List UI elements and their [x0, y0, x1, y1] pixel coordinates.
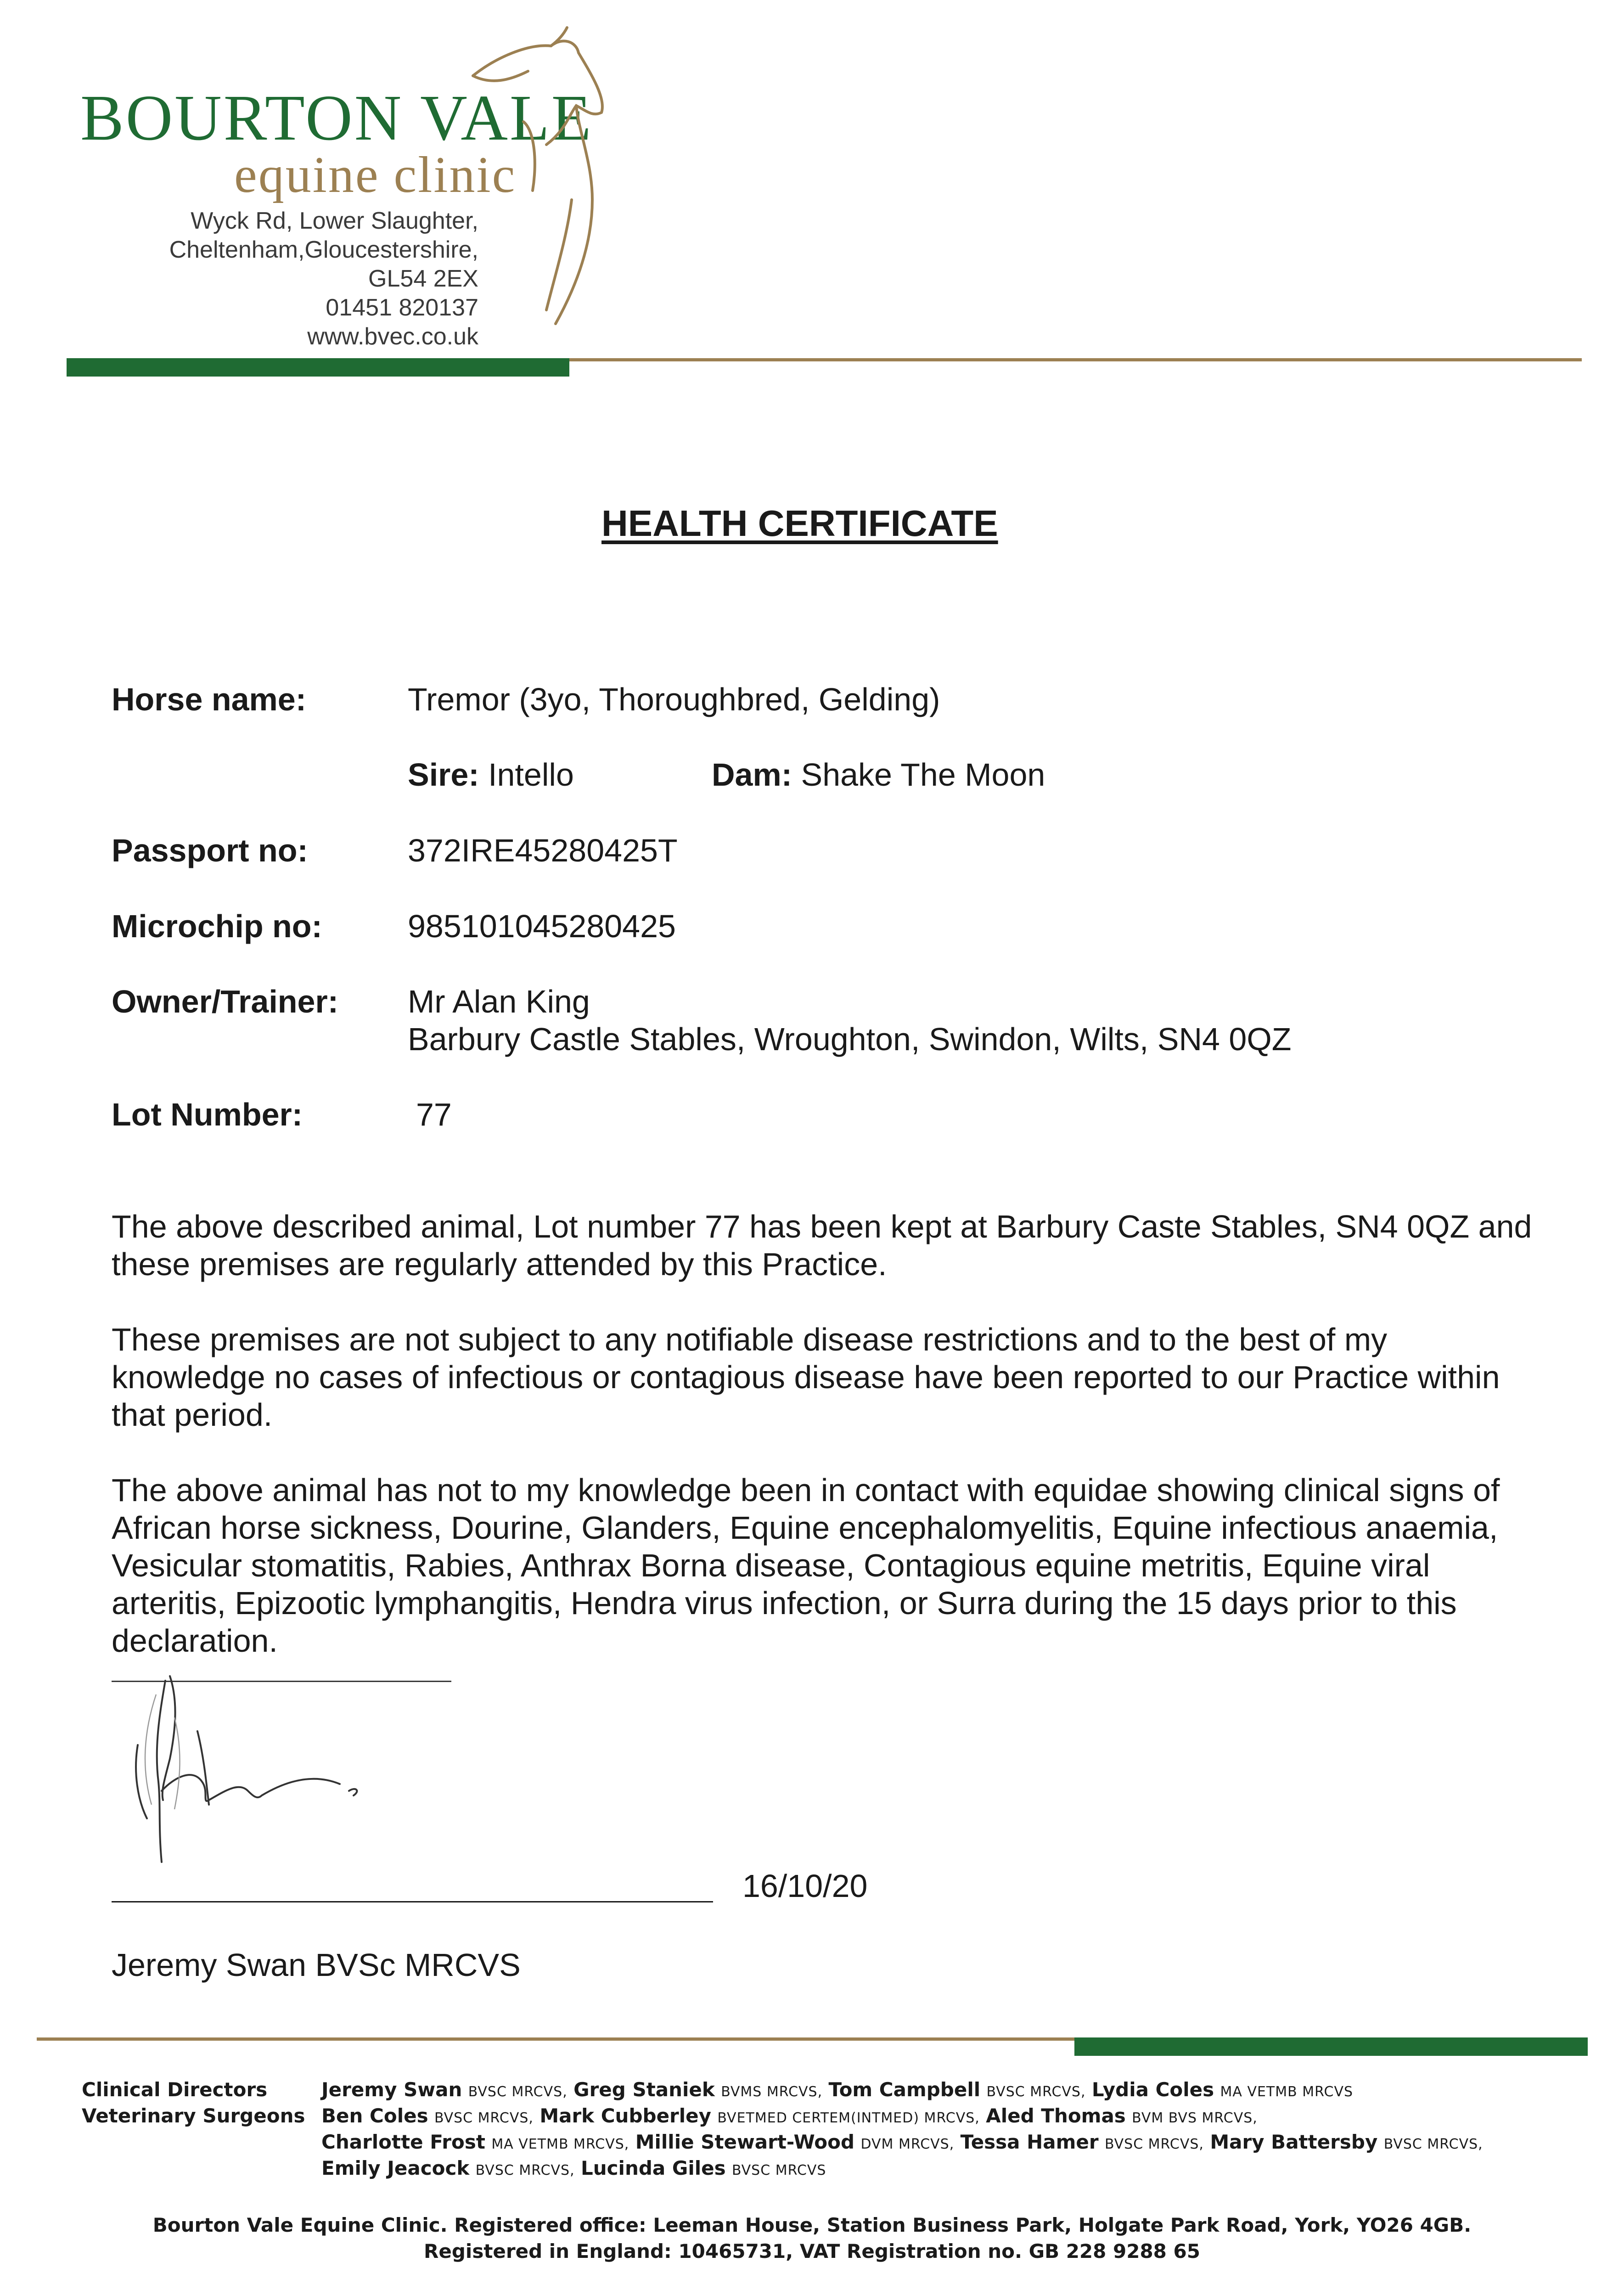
signatory-name: Jeremy Swan BVSc MRCVS: [112, 1947, 521, 1983]
company-registration: Registered in England: 10465731, VAT Registration no. GB 228 9288 65: [424, 2240, 1200, 2262]
clinical-directors-label: Clinical Directors: [82, 2078, 268, 2101]
brand-subtitle: equine clinic: [234, 146, 517, 203]
surgeon-name: Mark Cubberley: [539, 2105, 712, 2127]
registered-office: Bourton Vale Equine Clinic. Registered office: Leeman House, Station Business Park, Holgate Park Road, York, YO26 4GB.: [152, 2214, 1472, 2236]
footer-gold-rule: [37, 2037, 1074, 2041]
passport-label: Passport no:: [112, 833, 308, 868]
surgeon-quals: BVSC MRCVS,: [1383, 2136, 1483, 2152]
owner-label: Owner/Trainer:: [112, 984, 339, 1019]
surgeon-name: Lucinda Giles: [581, 2157, 726, 2179]
surgeon-name: Millie Stewart-Wood: [635, 2131, 855, 2153]
surgeons-line-3: [321, 2159, 826, 2178]
director-quals: BVMS MRCVS,: [721, 2084, 823, 2100]
horse-name-value: Tremor (3yo, Thoroughbred, Gelding): [408, 681, 940, 717]
signature-image: [110, 1653, 450, 1869]
certificate-title: HEALTH CERTIFICATE: [601, 503, 998, 544]
director-name: Tom Campbell: [828, 2078, 981, 2101]
signature-line: [112, 1901, 713, 1902]
header-green-bar: [67, 358, 569, 377]
director-name: Jeremy Swan: [321, 2078, 462, 2101]
surgeon-quals: BVSC MRCVS,: [434, 2110, 534, 2126]
sire-label: Sire:: [408, 757, 479, 793]
website-link[interactable]: www.bvec.co.uk: [307, 323, 478, 350]
header-gold-rule: [569, 358, 1582, 361]
director-quals: BVSC MRCVS,: [986, 2084, 1086, 2100]
surgeon-quals: MA VETMB MRCVS,: [491, 2136, 629, 2152]
surgeon-quals: BVSC MRCVS: [732, 2162, 826, 2178]
owner-name: Mr Alan King: [408, 984, 590, 1019]
horse-name-label: Horse name:: [112, 681, 307, 717]
owner-address: Barbury Castle Stables, Wroughton, Swindon, Wilts, SN4 0QZ: [408, 1021, 1292, 1057]
director-name: Greg Staniek: [573, 2078, 715, 2101]
address-postcode: GL54 2EX: [368, 265, 478, 292]
directors-line: [321, 2080, 1353, 2099]
footer-green-bar: [1074, 2037, 1588, 2056]
surgeon-quals: BVSC MRCVS,: [475, 2162, 575, 2178]
surgeon-name: Aled Thomas: [986, 2105, 1126, 2127]
restrictions-paragraph: These premises are not subject to any notifiable disease restrictions and to the best of my knowledge no cases of infectious or contagious disease have been reported to our Practice within that period.: [112, 1322, 1500, 1433]
director-name: Lydia Coles: [1091, 2078, 1214, 2101]
surgeon-quals: BVSC MRCVS,: [1104, 2136, 1204, 2152]
surgeon-quals: BVM BVS MRCVS,: [1132, 2110, 1258, 2126]
dam-value: Shake The Moon: [801, 757, 1045, 793]
director-quals: BVSC MRCVS,: [468, 2084, 568, 2100]
brand-title: BOURTON VALE: [80, 81, 593, 154]
surgeon-quals: BVETMED CERTEM(INTMED) MRCVS,: [717, 2110, 980, 2126]
horse-logo-icon: [455, 25, 615, 347]
surgeon-name: Ben Coles: [321, 2105, 428, 2127]
lot-number-label: Lot Number:: [112, 1097, 303, 1132]
director-quals: MA VETMB MRCVS: [1220, 2084, 1354, 2100]
lot-number-value: 77: [416, 1097, 452, 1132]
surgeon-quals: DVM MRCVS,: [860, 2136, 955, 2152]
dam-label: Dam:: [712, 757, 792, 793]
disease-declaration-paragraph: The above animal has not to my knowledge been in contact with equidae showing clinical signs of African horse sickness, Dourine, Glanders, Equine encephalomyelitis, Equine infectious anaemia, Vesicular stomatitis, Rabies, Anthrax Borna disease, Contagious equine metritis, Equine viral arteritis, Epizootic lymphangitis, Hendra virus infection, or Surra during the 15 days prior to this declaration.: [112, 1472, 1500, 1659]
address-line-1: Wyck Rd, Lower Slaughter,: [191, 208, 478, 234]
surgeon-name: Mary Battersby: [1210, 2131, 1378, 2153]
sire-row: [408, 759, 574, 791]
surgeon-name: Emily Jeacock: [321, 2157, 470, 2179]
microchip-label: Microchip no:: [112, 908, 322, 944]
premises-paragraph: The above described animal, Lot number 77 has been kept at Barbury Caste Stables, SN4 0QZ and these premises are regularly attended by this Practice.: [112, 1209, 1532, 1282]
surgeons-line-1: [321, 2106, 1258, 2126]
surgeon-name: Tessa Hamer: [960, 2131, 1099, 2153]
phone-number: 01451 820137: [326, 294, 478, 321]
dam-row: [712, 759, 1045, 791]
surgeon-name: Charlotte Frost: [321, 2131, 485, 2153]
microchip-value: 985101045280425: [408, 908, 676, 944]
address-line-2: Cheltenham,Gloucestershire,: [169, 236, 478, 263]
passport-value: 372IRE45280425T: [408, 833, 678, 868]
signature-date: 16/10/20: [742, 1868, 868, 1904]
sire-value: Intello: [488, 757, 574, 793]
surgeons-line-2: [321, 2133, 1483, 2152]
veterinary-surgeons-label: Veterinary Surgeons: [82, 2105, 305, 2127]
